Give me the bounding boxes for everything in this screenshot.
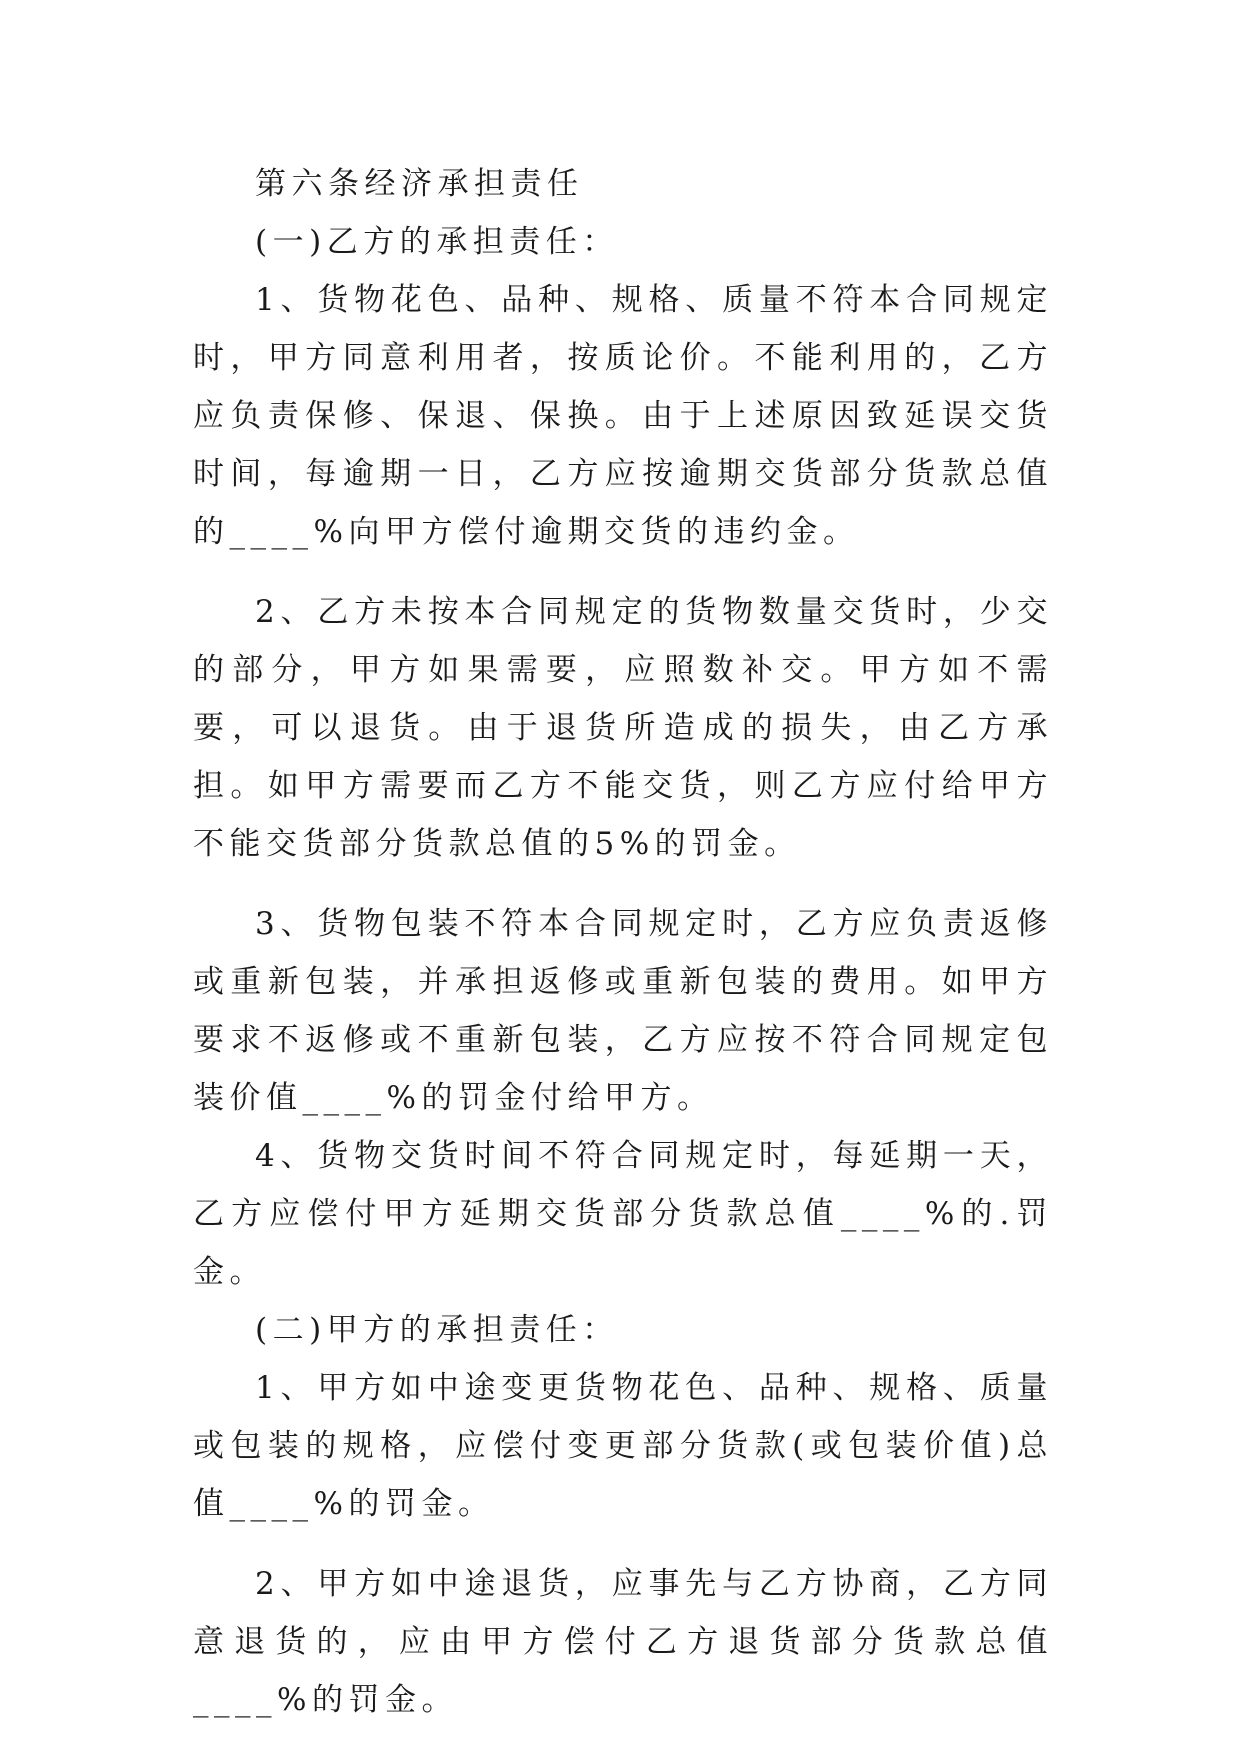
document-page bbox=[193, 155, 1053, 1729]
section-one-item-3: 3、货物包装不符本合同规定时，乙方应负责返修或重新包装，并承担返修或重新包装的费用。如甲方要求不返修或不重新包装，乙方应按不符合同规定包装价值____%的罚金付给甲方。 bbox=[193, 906, 1053, 1116]
article-heading: 第六条经济承担责任 bbox=[255, 166, 584, 202]
section-two-item-2: 2、甲方如中途退货，应事先与乙方协商，乙方同意退货的，应由甲方偿付乙方退货部分货款总值____%的罚金。 bbox=[193, 1566, 1053, 1718]
section-two-title: (二)甲方的承担责任： bbox=[255, 1312, 619, 1348]
section-one-item-2: 2、乙方未按本合同规定的货物数量交货时，少交的部分，甲方如果需要，应照数补交。甲方如不需要，可以退货。由于退货所造成的损失，由乙方承担。如甲方需要而乙方不能交货，则乙方应付给甲方不能交货部分货款总值的5%的罚金。 bbox=[193, 594, 1053, 862]
section-one-item-1: 1、货物花色、品种、规格、质量不符本合同规定时，甲方同意利用者，按质论价。不能利用的，乙方应负责保修、保退、保换。由于上述原因致延误交货时间，每逾期一日，乙方应按逾期交货部分货款总值的____%向甲方偿付逾期交货的违约金。 bbox=[193, 282, 1053, 550]
section-two-item-1: 1、甲方如中途变更货物花色、品种、规格、质量或包装的规格，应偿付变更部分货款(或包装价值)总值____%的罚金。 bbox=[193, 1370, 1053, 1522]
section-one-item-4: 4、货物交货时间不符合同规定时，每延期一天，乙方应偿付甲方延期交货部分货款总值____%的.罚金。 bbox=[193, 1138, 1053, 1290]
section-one-title: (一)乙方的承担责任： bbox=[255, 224, 619, 260]
